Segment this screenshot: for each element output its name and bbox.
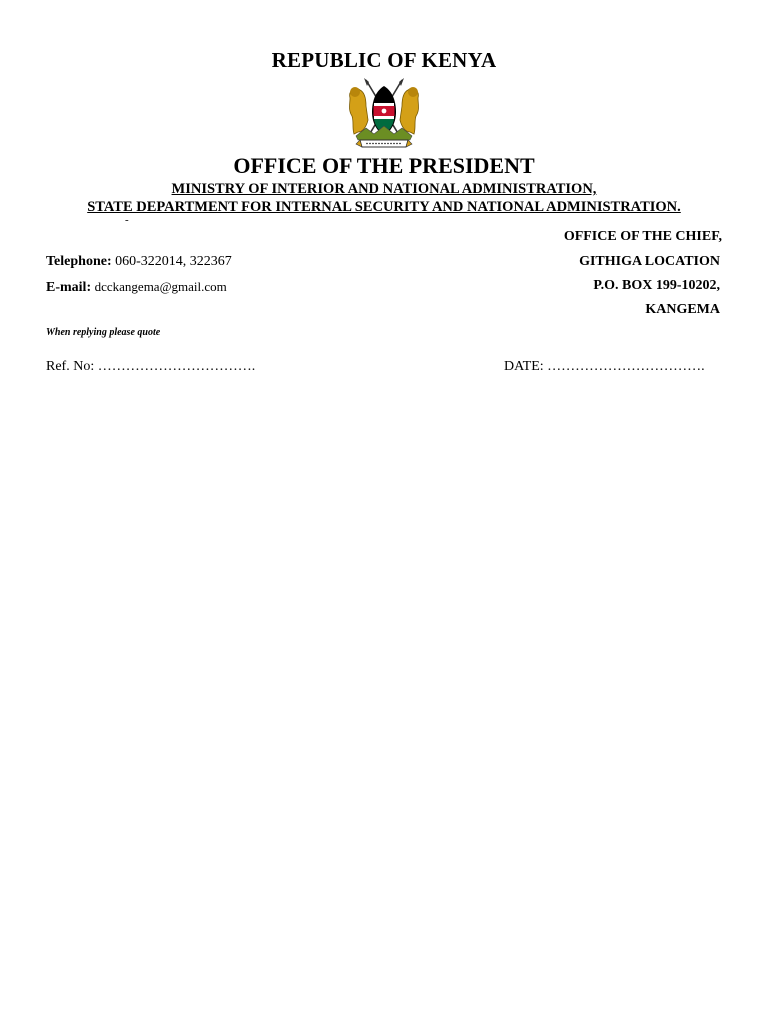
reply-note: When replying please quote bbox=[46, 327, 161, 338]
ref-label: Ref. No: bbox=[46, 359, 95, 374]
address-line-4: KANGEMA bbox=[645, 302, 720, 317]
ministry-line: MINISTRY OF INTERIOR AND NATIONAL ADMINISTRATION, bbox=[171, 181, 597, 197]
state-department-line: STATE DEPARTMENT FOR INTERNAL SECURITY AND NATIONAL ADMINISTRATION. bbox=[87, 199, 681, 215]
dash-mark: - bbox=[125, 214, 129, 226]
coat-of-arms-icon bbox=[344, 76, 424, 152]
date-label: DATE: bbox=[504, 359, 544, 374]
telephone-line bbox=[46, 254, 232, 270]
office-title: OFFICE OF THE PRESIDENT bbox=[233, 153, 535, 178]
email-value: dcckangema@gmail.com bbox=[94, 279, 227, 294]
address-line-1: OFFICE OF THE CHIEF, bbox=[563, 229, 722, 244]
date-field bbox=[504, 359, 705, 375]
country-title: REPUBLIC OF KENYA bbox=[271, 48, 497, 72]
address-line-2: GITHIGA LOCATION bbox=[579, 254, 720, 269]
email-label: E-mail: bbox=[46, 280, 92, 295]
address-line-3: P.O. BOX 199-10202, bbox=[593, 278, 720, 293]
ref-dots: ……………………………. bbox=[97, 359, 256, 374]
date-dots: ……………………………. bbox=[547, 359, 705, 374]
telephone-value: 060-322014, 322367 bbox=[115, 254, 232, 269]
telephone-label: Telephone: bbox=[46, 254, 112, 269]
reference-field bbox=[46, 359, 255, 375]
email-line bbox=[46, 279, 227, 296]
